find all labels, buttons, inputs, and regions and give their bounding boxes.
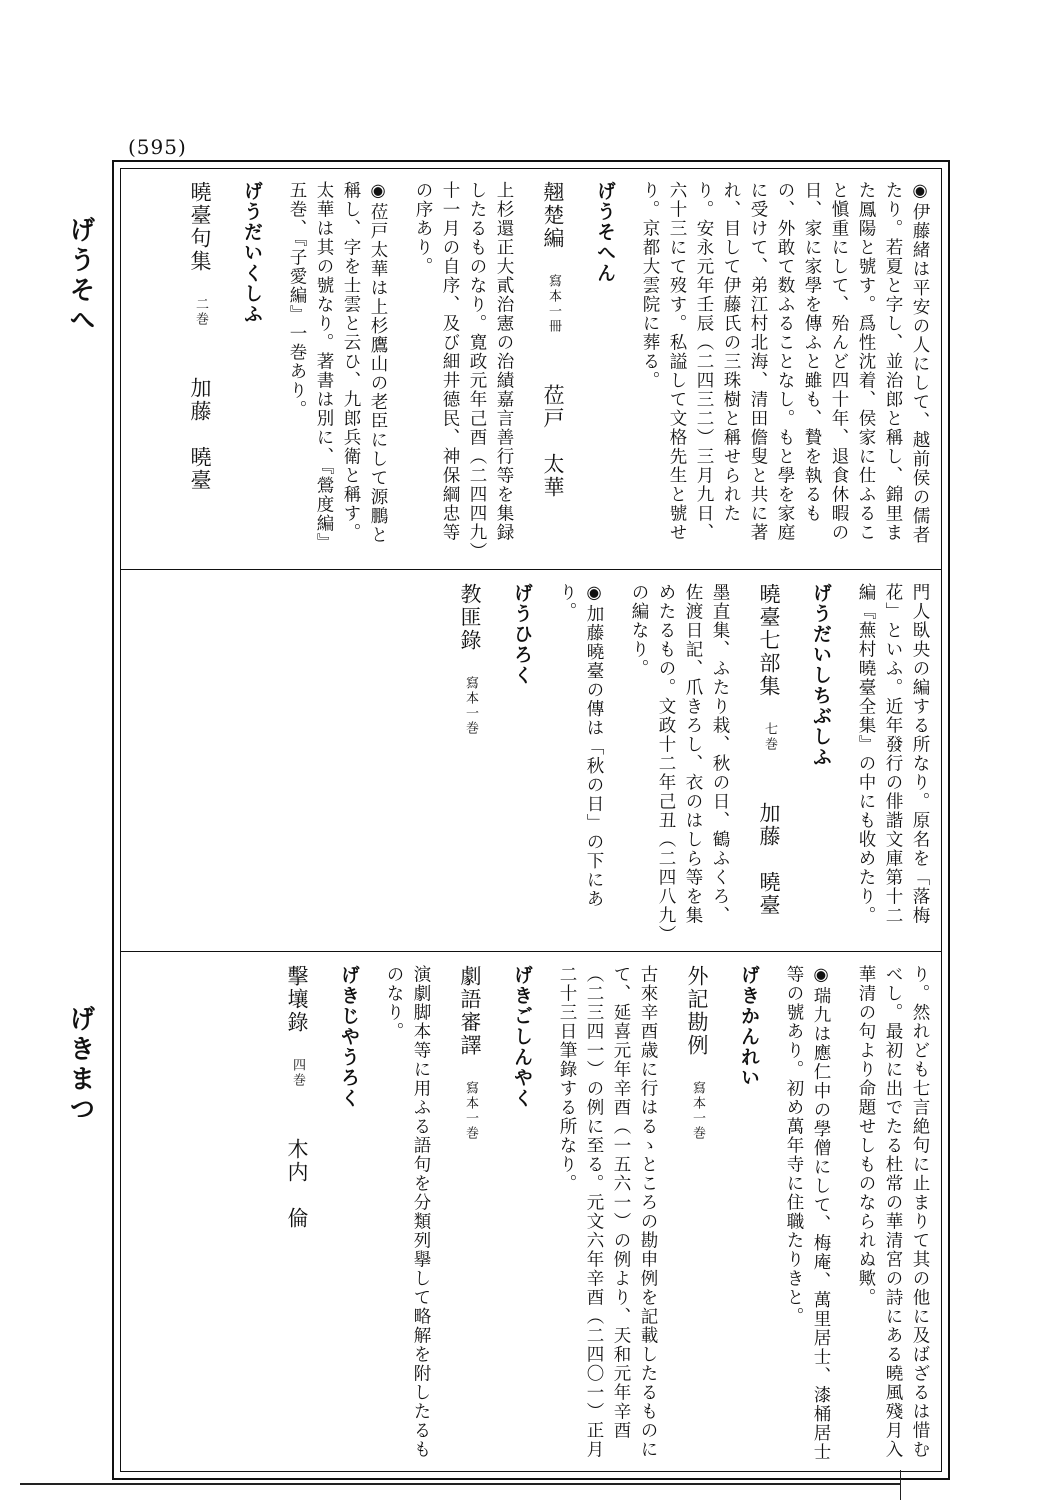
book-title: 劇語審譯: [458, 965, 482, 1057]
author-name: 加藤 曉臺: [188, 377, 212, 492]
volume-count: 二巻: [193, 297, 208, 327]
paragraph-text: [572, 569, 669, 570]
book-title: 曉臺七部集: [757, 583, 781, 698]
paragraph-text: ◉加藤曉臺の傳は「秋の日」の下にあり。: [557, 583, 604, 909]
running-head-bottom: げきまつ: [65, 1005, 95, 1125]
paragraph-text: 門人臥央の編する所なり。原名を「落梅花」といふ。近年發行の俳諧文庫第十二編『蕪村曉臺全集』の中にも收めたり。: [856, 583, 930, 925]
footer-rule: [20, 1483, 900, 1485]
paragraph-text: ◉伊藤緒は平安の人にして、越前侯の儒者たり。若夏と字し、並治郎と稱し、錦里また鳳陽と號す。爲性沈着、侯家に仕ふること愼重にして、殆んど四十年、退食休暇の日、家に家學を傳ふと雖も、贄を執るもの、外敢て数ふることなし。もと學を家庭に受けて、弟江村北海、清田儋叟と共に著れ、目して伊藤氏の三珠樹と稱せられたり。安永元年壬辰（二四三二）三月九日、六十三にて歿す。私謚して文格先生と號せり。京都大雲院に葬る。: [640, 181, 930, 545]
book-title: 教匪錄: [458, 583, 482, 652]
running-head-top: げうそへ: [65, 216, 95, 336]
paragraph-text: [817, 569, 941, 570]
book-title-line: [531, 169, 575, 569]
book-title-line: [423, 951, 467, 952]
entry-heading: げうそへん: [594, 181, 616, 284]
paragraph-text: ◉莅戸太華は上杉鷹山の老臣にして源鵬と稱し、字を士雲と云ひ、九郎兵衛と稱す。太華は其の號なり。著書は別に、『鶯度編』五巻、『子愛編』一巻あり。: [287, 181, 388, 553]
volume-count: 七巻: [762, 722, 777, 752]
book-title-line: [675, 569, 719, 570]
book-title: 翹楚編: [541, 181, 565, 250]
entry-heading: げきごしんやく: [511, 965, 533, 1109]
paragraph-text: 古來辛酉歳に行はるゝところの勘申例を記載したるものにて、延喜元年辛酉（一五六一）の例より、天和元年辛酉（二三四一）の例に至る。元文六年辛酉（二四〇一）正月二十三日筆錄する所なり。: [557, 965, 658, 1459]
entry-heading: げきかんれい: [738, 965, 760, 1088]
entry-heading: げきじやうろく: [338, 965, 360, 1109]
entry-heading: げうひろく: [511, 583, 533, 686]
author-name: 加藤 曉臺: [757, 802, 781, 917]
volume-count: 寫本一巻: [463, 676, 478, 736]
volume-count: 寫本一巻: [463, 1081, 478, 1141]
author-name: 莅戸 太華: [541, 384, 565, 499]
volume-count: 寫本一巻: [690, 1081, 705, 1141]
entry-heading: [475, 951, 518, 952]
book-title-line: [448, 953, 492, 1477]
volume-count: 寫本一冊: [546, 274, 561, 334]
paragraph-text: [320, 951, 417, 952]
book-title: 外記勘例: [685, 965, 709, 1057]
section-middle: [121, 571, 941, 952]
book-title-line: [675, 953, 719, 1477]
book-title-line: [178, 169, 222, 569]
book-title: 擊壤錄: [285, 965, 309, 1034]
entry-heading: [727, 569, 770, 570]
paragraph-text: ◉瑞九は應仁中の學僧にして、梅庵、萬里居士、漆桶居士等の號あり。初め萬年寺に住職たりきと。: [784, 965, 831, 1462]
section-bottom: [121, 953, 941, 1477]
author-name: 木内 倫: [285, 1138, 309, 1230]
page-frame: [112, 160, 950, 1480]
entry-heading: げうだいしちぶしふ: [810, 583, 832, 768]
book-title-line: [747, 571, 791, 951]
paragraph-text: り。然れども七言絶句に止まりて其の他に及ばざるは惜むべし。最初に出でたる杜常の華清宮の詩にある曉風殘月入華清の句より命題せしものなられぬ歟。: [856, 965, 930, 1459]
volume-count: 四巻: [290, 1058, 305, 1088]
footer-rule-tick: [900, 1470, 901, 1500]
entry-heading: げうだいくしふ: [241, 181, 263, 325]
book-title-line: [275, 953, 319, 1477]
paragraph-text: 演劇脚本等に用ふる語句を分類列擧して略解を附したるものなり。: [384, 965, 431, 1459]
book-title: 曉臺句集: [188, 181, 212, 273]
paragraph-text: [772, 569, 815, 570]
paragraph-text: 墨直集、ふたり栽、秋の日、鶴ふくろ、佐渡日記、爪きろし、衣のはしら等を集めたるもの。文政十二年己丑（二四八九）の編なり。: [629, 583, 730, 936]
page-frame-inner: [120, 168, 942, 1472]
paragraph-text: 上杉還正大貳治憲の治績嘉言善行等を集録したるものなり。寛政元年己酉（二四四九）十一月の自序、及び細井德民、神保綱忠等の序あり。: [413, 181, 514, 553]
page-number: (595): [128, 135, 187, 159]
section-top: [121, 169, 941, 570]
paragraph-text: [520, 951, 941, 952]
book-title-line: [448, 571, 492, 951]
